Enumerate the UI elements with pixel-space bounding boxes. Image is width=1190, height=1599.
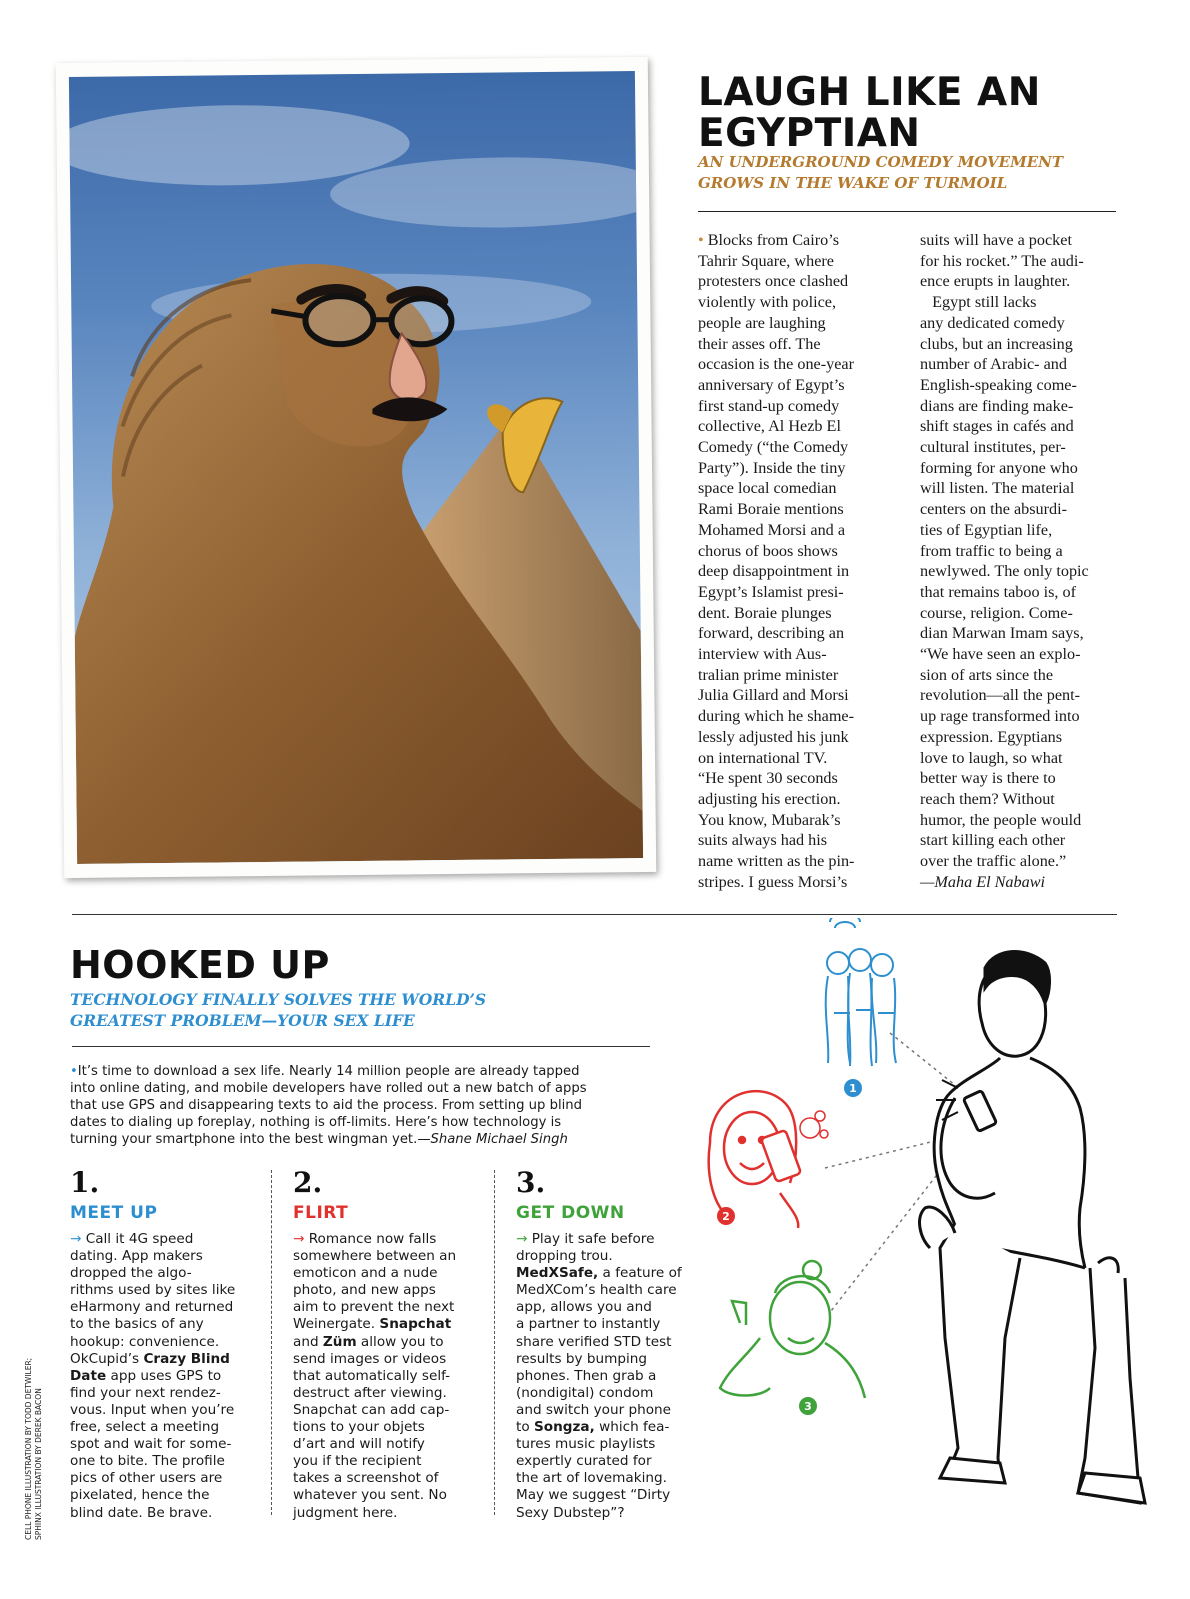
- women-group-illustration: [826, 918, 896, 1066]
- badge-number: 2: [722, 1210, 730, 1223]
- article-column-1: [698, 230, 906, 893]
- step-text: Romance now falls somewhere between an emoticon and a nude photo, and new apps aim to prevent the next Weinergate.: [293, 1231, 457, 1333]
- smartphone-illustration-svg: [700, 918, 1180, 1568]
- badge-number: 3: [804, 1400, 812, 1413]
- step-text: allow you to send images or videos that automatically self- destruct after viewing. Snapchat can add cap- tions to your objets d’art and will notify you if the recipient takes a screenshot of whatever you sent. No judgment here.: [293, 1333, 451, 1521]
- badge-number: 1: [849, 1082, 857, 1095]
- sphinx-illustration: [69, 71, 643, 864]
- article-column-2: [920, 230, 1130, 893]
- intro-signature: —Shane Michael Singh: [417, 1132, 568, 1147]
- article-intro: [70, 1063, 670, 1148]
- column-separator: [271, 1170, 272, 1515]
- divider: [698, 211, 1116, 212]
- sphinx-illustration-svg: [69, 71, 643, 864]
- bullet-icon: •: [70, 1064, 78, 1079]
- step-text: Play it safe before dropping trou.: [516, 1231, 655, 1265]
- step-text: app uses GPS to find your next rendez- vous. Input when you’re free, select a meeting spot and wait for some- one to bite. The profile pics of other users are pixelated, hence the blind date. Be brave.: [70, 1367, 235, 1521]
- woman-phone-illustration: [709, 1091, 801, 1228]
- step-body: [70, 1231, 235, 1522]
- step-title: FLIRT: [293, 1203, 349, 1223]
- step-text: and: [293, 1333, 319, 1350]
- author-signature: —Maha El Nabawi: [920, 872, 1046, 891]
- smartphone-illustration: [700, 918, 1180, 1568]
- divider: [72, 1046, 650, 1047]
- article-title-hooked-up: HOOKED UP: [70, 943, 330, 987]
- step-title: GET DOWN: [516, 1203, 625, 1223]
- deck-line1: AN UNDERGROUND COMEDY MOVEMENT: [698, 153, 1064, 171]
- intro-text: It’s time to download a sex life. Nearly 14 million people are already tapped into online dating, and mobile developers have rolled out a new batch of apps that use GPS and disappearing texts to aid the process. From setting up blind dates to dialing up foreplay, nothing is off-limits. Here’s how technology is turning your smartphone into the best wingman yet.: [70, 1064, 587, 1147]
- heart-burst-icon: [800, 1111, 828, 1138]
- app-name: Snapchat: [379, 1316, 452, 1333]
- bullet-icon: •: [698, 231, 704, 249]
- sphinx-photo-card: [56, 57, 657, 878]
- app-name: Crazy Blind Date: [70, 1350, 230, 1384]
- arrow-right-icon: →: [70, 1231, 82, 1247]
- man-with-phone-illustration: [920, 952, 1145, 1503]
- step-number: 3.: [516, 1166, 546, 1199]
- deck-line2: GROWS IN THE WAKE OF TURMOIL: [698, 174, 1008, 192]
- column1-first-line: Blocks from Cairo’s: [703, 231, 840, 249]
- step-number: 2.: [293, 1166, 323, 1199]
- illustration-credits: [24, 1358, 44, 1540]
- step-body: [293, 1231, 456, 1522]
- article-title-line2: EGYPTIAN: [698, 111, 921, 156]
- step-body: [516, 1231, 682, 1522]
- deck2-line2: GREATEST PROBLEM—YOUR SEX LIFE: [70, 1011, 415, 1030]
- step-text: which fea- tures music playlists expertly curated for the art of lovemaking. May we suggest “Dirty Sexy Dubstep”?: [516, 1419, 671, 1521]
- arrow-right-icon: →: [516, 1231, 528, 1247]
- doctor-thumbs-up-illustration: [720, 1261, 865, 1398]
- credit-line1: CELL PHONE ILLUSTRATION BY TODD DETWILER;: [24, 1357, 33, 1540]
- app-name: MedXSafe,: [516, 1265, 599, 1282]
- step-text: a feature of MedXCom’s health care app, allows you and a partner to instantly share verified STD test results by bumping phones. Then grab a (nondigital) condom and switch your phone to: [516, 1265, 682, 1436]
- article-deck-hooked-up: [70, 989, 630, 1031]
- column-separator: [494, 1170, 495, 1515]
- article-title-egyptian: [698, 72, 1138, 154]
- deck2-line1: TECHNOLOGY FINALLY SOLVES THE WORLD’S: [70, 990, 487, 1009]
- credit-line2: SPHINX ILLUSTRATION BY DEREK BACON: [34, 1388, 43, 1540]
- column2-text: suits will have a pocket for his rocket.” The audi- ence erupts in laughter. Egypt still lacks any dedicated comedy clubs, but an increasing number of Arabic- and English-speaking come- dians are finding make- shift stages in cafés and cultural institutes, per- forming for anyone who will listen. The material centers on the absurdi- ties of Egyptian life, from traffic to being a newlywed. The only topic that remains taboo is, of course, religion. Come- dian Marwan Imam says, “We have seen an explo- sion of arts since the revolution—all the pent- up rage transformed into expression. Egyptians love to laugh, so what better way is there to reach them? Without humor, the people would start killing each other over the traffic alone.”: [920, 231, 1089, 871]
- section-divider: [72, 914, 1117, 915]
- step-number: 1.: [70, 1166, 100, 1199]
- app-name: Züm: [322, 1333, 357, 1350]
- step-text: Call it 4G speed dating. App makers dropped the algo- rithms used by sites like eHarmony and returned to the basics of any hookup: convenience. OkCupid’s: [70, 1231, 236, 1367]
- app-name: Songza,: [533, 1419, 595, 1436]
- article-title-line1: LAUGH LIKE AN: [698, 70, 1041, 115]
- article-deck-egyptian: [698, 152, 1138, 194]
- step-title: MEET UP: [70, 1203, 158, 1223]
- column1-text: Tahrir Square, where protesters once clashed violently with police, people are laughing their asses off. The occasion is the one-year anniversary of Egypt’s first stand-up comedy collective, Al Hezb El Comedy (“the Comedy Party”). Inside the tiny space local comedian Rami Boraie mentions Mohamed Morsi and a chorus of boos shows deep disappointment in Egypt’s Islamist presi- dent. Boraie plunges forward, describing an interview with Aus- tralian prime minister Julia Gillard and Morsi during which he shame- lessly adjusted his junk on international TV. “He spent 30 seconds adjusting his erection. You know, Mubarak’s suits always had his name written as the pin- stripes. I guess Morsi’s: [698, 251, 855, 891]
- arrow-right-icon: →: [293, 1231, 305, 1247]
